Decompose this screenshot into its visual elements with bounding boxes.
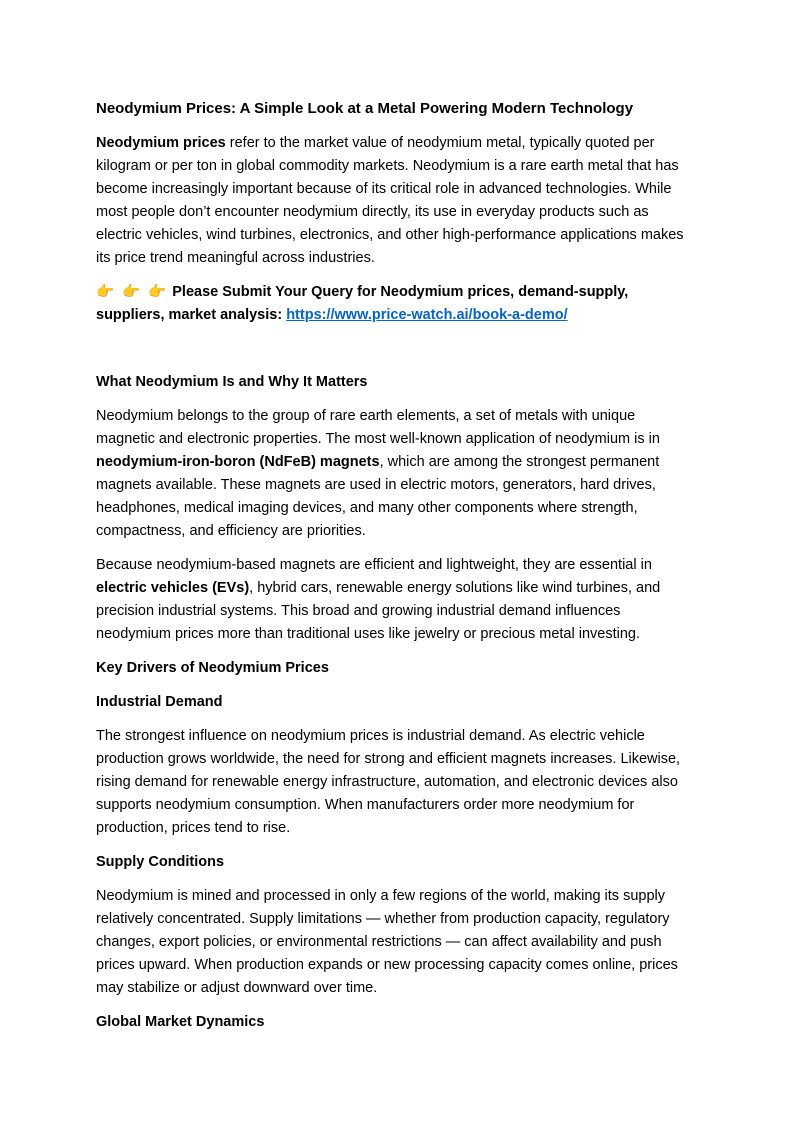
intro-text: refer to the market value of neodymium metal, typically quoted per kilogram or per ton in global commodity markets. Neodymium is a rare earth metal that has become increasingly important because of its critical role in advanced technologies. While most people don’t encounter neodymium directly, its use in everyday products such as electric vehicles, wind turbines, electronics, and other high-performance applications makes its price trend meaningful across industries.	[96, 135, 684, 266]
intro-paragraph	[96, 132, 698, 270]
cta-paragraph	[96, 281, 698, 327]
paragraph-supply-conditions: Neodymium is mined and processed in only a few regions of the world, making its supply relatively concentrated. Supply limitations — whether from production capacity, regulatory changes, export policies, or environmental restrictions — can affect availability and push prices upward. When production expands or new processing capacity comes online, prices may stabilize or adjust downward over time.	[96, 888, 678, 996]
heading-global-market-dynamics: Global Market Dynamics	[96, 1014, 265, 1030]
ev-text-end: , hybrid cars, renewable energy solutions like wind turbines, and precision industrial systems. This broad and growing industrial demand influences neodymium prices more than traditional uses like jewelry or precious metal investing.	[96, 580, 661, 642]
ev-bold: electric vehicles (EVs)	[96, 580, 250, 596]
heading-supply-conditions: Supply Conditions	[96, 854, 225, 870]
pointing-right-hand-emoji: 👉 👉 👉	[96, 284, 169, 300]
heading-what-neodymium-is: What Neodymium Is and Why It Matters	[96, 374, 368, 390]
ev-text-start: Because neodymium-based magnets are efficient and lightweight, they are essential in	[96, 557, 652, 573]
heading-industrial-demand: Industrial Demand	[96, 694, 223, 710]
ndfeb-text-start: Neodymium belongs to the group of rare earth elements, a set of metals with unique magnetic and electronic properties. The most well-known application of neodymium is in	[96, 408, 660, 447]
document-title: Neodymium Prices: A Simple Look at a Metal Powering Modern Technology	[96, 100, 634, 117]
paragraph-ev-demand	[96, 554, 698, 646]
book-a-demo-link[interactable]: https://www.price-watch.ai/book-a-demo/	[286, 307, 568, 323]
paragraph-ndfeb-magnets	[96, 405, 698, 543]
cta-bold-text: Please Submit Your Query for Neodymium prices, demand-supply, suppliers, market analysis:	[96, 284, 629, 323]
paragraph-industrial-demand: The strongest influence on neodymium prices is industrial demand. As electric vehicle production grows worldwide, the need for strong and efficient magnets increases. Likewise, rising demand for renewable energy infrastructure, automation, and electronic devices also supports neodymium consumption. When manufacturers order more neodymium for production, prices tend to rise.	[96, 728, 681, 836]
heading-key-drivers: Key Drivers of Neodymium Prices	[96, 660, 329, 676]
ndfeb-bold: neodymium-iron-boron (NdFeB) magnets	[96, 454, 380, 470]
ndfeb-text-end: , which are among the strongest permanent magnets available. These magnets are used in electric motors, generators, hard drives, headphones, medical imaging devices, and many other components where strength, compactness, and efficiency are priorities.	[96, 454, 660, 539]
intro-lead-bold: Neodymium prices	[96, 135, 226, 151]
